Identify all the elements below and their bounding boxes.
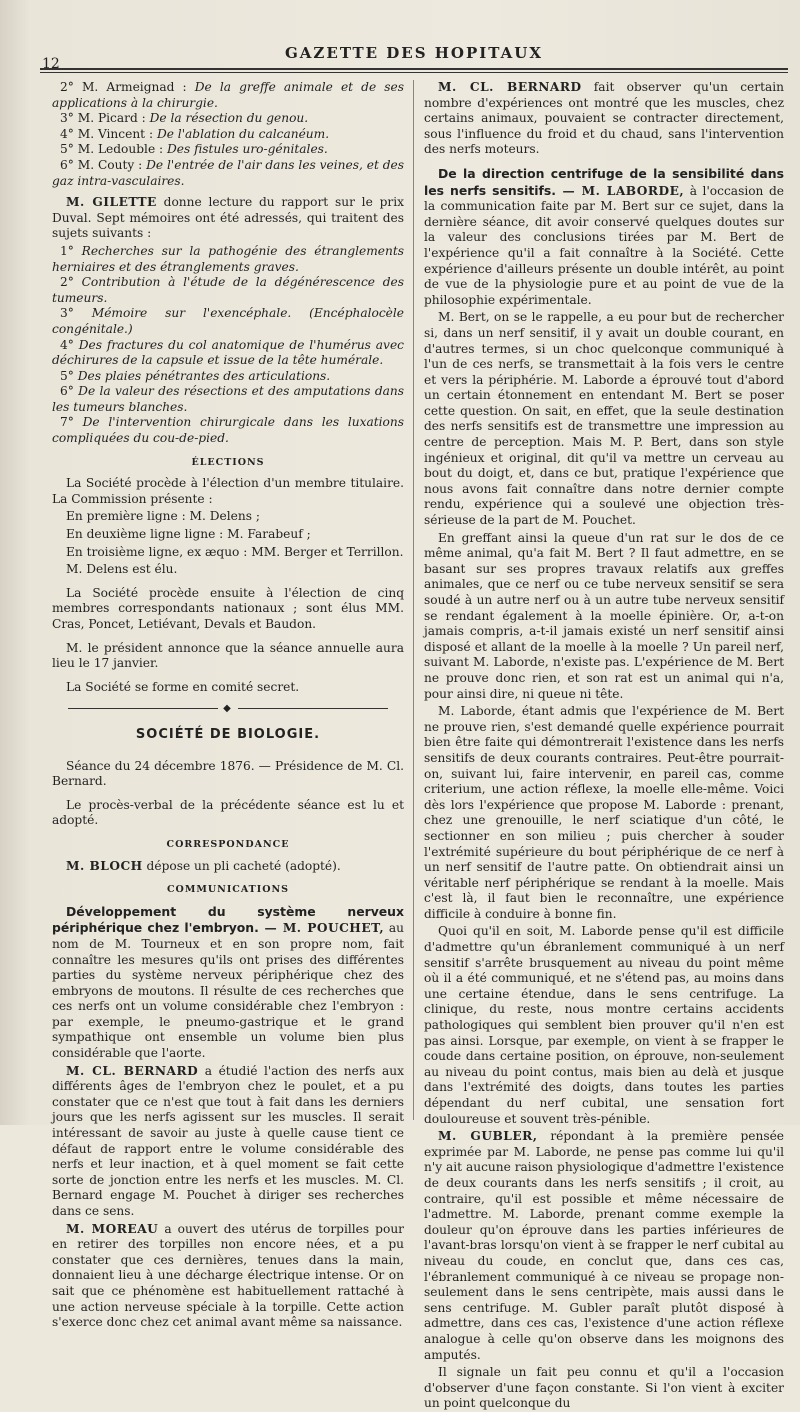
list-item: 5° Des plaies pénétrantes des articulations. <box>60 368 331 383</box>
journal-title: GAZETTE DES HOPITAUX <box>284 44 543 62</box>
body-paragraph: M. Laborde, étant admis que l'expérience de M. Bert ne prouve rien, s'est demandé quelle expérience pourrait bien être faite qui démontrerait l'existence dans les nerfs sensitifs de deux courants contraires. Peut-être pourrait-on, suivant lui, faire intervenir, en pareil cas, comme criterium, une action réflexe, la moelle elle-même. Voici dès lors l'expérience que propose M. Laborde : prenant, chez une grenouille, le nerf sciatique d'un côté, le sectionner en son milieu ; puis chercher à souder l'extrémité supérieure du bout périphérique de ce nerf à un nerf sensitif de l'autre patte. On obtiendrait ainsi un véritable nerf périphérique se rendant à la moelle. Mais c'est là, il faut bien le reconnaître, une expérience difficile à conduire à bonne fin. <box>424 704 784 921</box>
communications-heading: COMMUNICATIONS <box>166 884 290 896</box>
gubler-paragraph: M. GUBLER, répondant à la première pensée exprimée par M. Laborde, ne pense pas comme lui qu'il n'y ait aucune raison physiologique d'admettre l'existence de deux courants dans les nerfs sensitifs ; il croit, au contraire, qu'il est possible et même nécessaire de l'admettre. M. Laborde, prenant comme exemple la douleur qu'on éprouve dans les parties inférieures de l'avant-bras lorsqu'on vient à se frapper le nerf cubital au niveau du coude, en conclut que, dans ces cas, l'ébranlement communiqué à ce niveau se propage non-seulement dans le sens centripète, mais aussi dans le sens centrifuge. M. Gubler paraît plutôt disposé à admettre, dans ces cas, l'existence d'une action réflexe analogue à celle qu'on observe dans les moignons des amputés. <box>424 1129 784 1362</box>
list-item: 2° M. Armeignad : De la greffe animale et de ses applications à la chirurgie. <box>52 80 404 110</box>
body-paragraph: En greffant ainsi la queue d'un rat sur le dos de ce même animal, qu'a fait M. Bert ? Il faut admettre, en se basant sur ses propres travaux relatifs aux greffes animales, que ce nerf ou ce tube nerveux sensitif se sera soudé à un autre nerf ou à un autre tube nerveux sensitif se rendant également à la moelle épinière. Or, a-t-on jamais compris, a-t-il jamais existé un nerf sensitif ainsi disposé et allant de la moelle à la moelle ? Un pareil nerf, suivant M. Laborde, n'existe pas. L'expérience de M. Bert ne prouve donc rien, et son rat est un animal qui n'a, pour ainsi dire, ni queue ni tête. <box>424 530 784 701</box>
moreau-paragraph: M. MOREAU a ouvert des utérus de torpilles pour en retirer des torpilles non encore nées, et a pu constater que ces dernières, tenues dans la main, donnaient lieu à une décharge électrique intense. Or on sait que ce phénomène est habituellement rattaché à une action nerveuse spéciale à la torpille. Cette action s'exerce donc chez cet animal avant même sa naissance. <box>52 1221 404 1330</box>
elections-line: En première ligne : M. Delens ; <box>66 509 260 524</box>
societe-biologie-heading: SOCIÉTÉ DE BIOLOGIE. <box>135 726 321 742</box>
page-header <box>40 38 788 72</box>
list-item: 2° Contribution à l'étude de la dégénérescence des tumeurs. <box>52 275 404 305</box>
elections-paragraph: M. le président annonce que la séance annuelle aura lieu le 17 janvier. <box>52 640 404 671</box>
list-item: 5° M. Ledouble : Des fistules uro-génitales. <box>60 142 328 157</box>
body-paragraph: Il signale un fait peu connu et qu'il a l'occasion d'observer d'une façon constante. Si l'on vient à exciter un point quelconque du <box>424 1365 784 1411</box>
list-item: 6° M. Couty : De l'entrée de l'air dans les veines, et des gaz intra-vasculaires. <box>52 157 404 188</box>
seance-line: Séance du 24 décembre 1876. — Présidence de M. Cl. Bernard. <box>52 758 404 789</box>
pouchet-paragraph: Développement du système nerveux périphérique chez l'embryon. — M. POUCHET, au nom de M. Tourneux et en son propre nom, fait connaître les mesures qu'ils ont prises des différentes parties du système nerveux périphérique chez des embryons de moutons. Il résulte de ces recherches que ces nerfs ont un volume considérable chez l'embryon : par exemple, le pneumo-gastrique et le grand sympathique ont ensemble un volume bien plus considérable que l'aorte. <box>52 903 404 1061</box>
header-rule-thick <box>40 68 788 70</box>
list-item: 1° Recherches sur la pathogénie des étranglements herniaires et des étranglements graves. <box>52 243 404 274</box>
body-paragraph: Quoi qu'il en soit, M. Laborde pense qu'il est difficile d'admettre qu'un ébranlement communiqué à un nerf sensitif s'arrête brusquement au niveau du point même où il a été communiqué, et ne s'étend pas, au moins dans une certaine étendue, dans le sens centrifuge. La clinique, du reste, nous montre certains accidents pathologiques qui semblent bien prouver qu'il n'en est pas ainsi. Lorsque, par exemple, on vient à se frapper le coude dans certaine position, on éprouve, non-seulement au niveau du point contus, mais bien au delà et jusque dans l'extrémité des doigts, dans toutes les parties dépendant du nerf cubital, une sensation fort douloureuse et souvent très-pénible. <box>424 924 784 1126</box>
list-item: 6° De la valeur des résections et des amputations dans les tumeurs blanches. <box>52 384 404 414</box>
right-column <box>424 80 784 1411</box>
thesis-list <box>52 80 404 189</box>
list-item: 7° De l'intervention chirurgicale dans les luxations compliquées du cou-de-pied. <box>52 415 404 446</box>
list-item: 3° M. Picard : De la résection du genou. <box>60 111 309 126</box>
list-item: 3° Mémoire sur l'exencéphale. (Encéphalocèle congénitale.) <box>52 306 404 336</box>
memoir-list <box>52 244 404 447</box>
list-item: 4° Des fractures du col anatomique de l'humérus avec déchirures de la capsule et issue de la tête humérale. <box>52 337 404 368</box>
bloch-paragraph: M. BLOCH dépose un pli cacheté (adopté). <box>66 858 341 873</box>
elections-line: En troisième ligne, ex æquo : MM. Berger et Terrillon. <box>66 544 404 559</box>
elections-line: En deuxième ligne ligne : M. Farabeuf ; <box>66 527 311 542</box>
elections-paragraph: La Société se forme en comité secret. <box>66 679 300 694</box>
elections-line: M. Delens est élu. <box>66 562 178 577</box>
bernard-observation-paragraph: M. CL. BERNARD fait observer qu'un certain nombre d'expériences ont montré que les muscles, chez certains animaux, pouvaient se contracter directement, sous l'influence du froid et du chaud, sans l'intervention des nerfs moteurs. <box>424 80 784 157</box>
page-number: 12 <box>42 56 60 72</box>
proces-verbal-line: Le procès-verbal de la précédente séance est lu et adopté. <box>52 797 404 828</box>
elections-intro: La Société procède à l'élection d'un membre titulaire. La Commission présente : <box>52 476 404 506</box>
bernard-paragraph: M. CL. BERNARD a étudié l'action des nerfs aux différents âges de l'embryon chez le poulet, et a pu constater que ce n'est que tout à fait dans les derniers jours que les nerfs agissent sur les muscles. Il serait intéressant de savoir au juste à quelle cause tient ce défaut de rapport entre le volume considérable des nerfs et leur inaction, et à quel moment se fait cette sorte de jonction entre les nerfs et les muscles. M. Cl. Bernard engage M. Pouchet à diriger ses recherches dans ce sens. <box>52 1063 404 1218</box>
header-rule-thin <box>40 72 788 73</box>
gilette-paragraph: M. GILETTE donne lecture du rapport sur le prix Duval. Sept mémoires ont été adressés, qui traitent des sujets suivants : <box>52 195 404 241</box>
body-paragraph: M. Bert, on se le rappelle, a eu pour but de rechercher si, dans un nerf sensitif, il y avait un double courant, en d'autres termes, si un choc quelconque communiqué à l'un de ces nerfs, se transmettait à la fois vers le centre et vers la périphérie. M. Laborde a éprouvé tout d'abord un certain étonnement en entendant M. Bert se poser cette question. On sait, en effet, que la seule destination des nerfs sensitifs est de transmettre une impression au centre de perception. Mais M. P. Bert, dans son style ingénieux et original, dit qu'il va mettre un cerveau au bout du doigt, et, dans ce but, pratique l'expérience que nous avons fait connaître dans notre dernier compte rendu, expérience qui a soulevé une objection très-sérieuse de la part de M. Pouchet. <box>424 310 784 528</box>
section-ornament: ◆ <box>52 701 404 717</box>
list-item: 4° M. Vincent : De l'ablation du calcanéum. <box>60 126 330 141</box>
laborde-paragraph: De la direction centrifuge de la sensibilité dans les nerfs sensitifs. — M. LABORDE, à l'occasion de la communication faite par M. Bert sur ce sujet, dans la dernière séance, dit avoir conservé quelques doutes sur la valeur des conclusions tirées par M. Bert de l'expérience qu'il a fait connaître à la Société. Cette expérience d'ailleurs présente un double intérêt, au point de vue de la physiologie pure et au point de vue de la philosophie expérimentale. <box>424 165 784 307</box>
correspondance-heading: CORRESPONDANCE <box>166 838 290 850</box>
column-divider <box>413 80 414 1120</box>
elections-heading: ÉLECTIONS <box>191 456 265 468</box>
left-column <box>52 80 404 1330</box>
elections-paragraph: La Société procède ensuite à l'élection de cinq membres correspondants nationaux ; sont élus MM. Cras, Poncet, Letiévant, Devals et Baudon. <box>52 585 404 631</box>
